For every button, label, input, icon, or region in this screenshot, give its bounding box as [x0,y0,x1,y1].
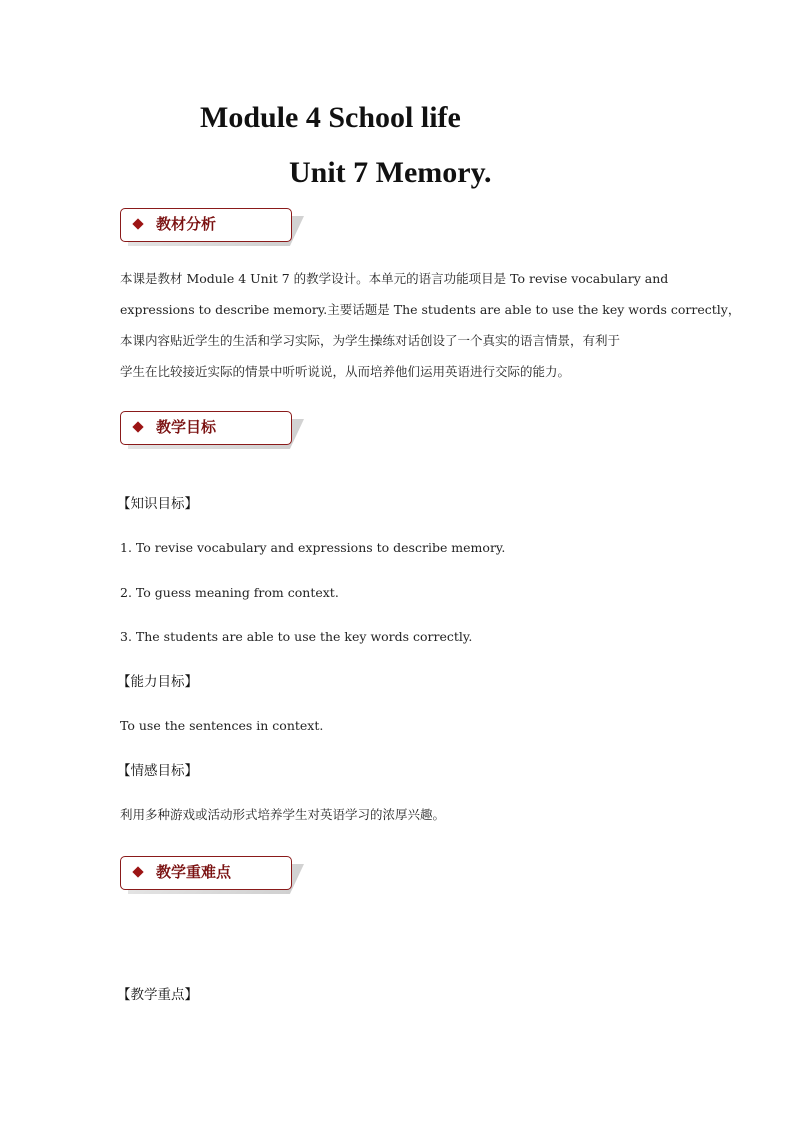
teaching-focus-heading: 【教学重点】 [117,987,198,1003]
section-label: 教学重难点 [156,863,232,881]
title-unit: Unit 7 Memory. [289,156,492,189]
paragraph-line: 本课内容贴近学生的生活和学习实际，为学生操练对话创设了一个真实的语言情景，有利于 [120,333,621,348]
knowledge-heading: 【知识目标】 [117,496,198,512]
section-header-analysis [120,208,294,244]
paragraph-line: 本课是教材 Module 4 Unit 7 的教学设计。本单元的语言功能项目是 To revise vocabulary and [120,271,669,286]
ability-text: To use the sentences in context. [120,718,324,733]
analysis-paragraph [120,263,741,387]
knowledge-item: 3. The students are able to use the key words correctly. [120,629,473,644]
knowledge-item: 1. To revise vocabulary and expressions to describe memory. [120,540,506,555]
emotion-heading: 【情感目标】 [117,763,198,779]
section-header-key-points [120,856,294,892]
title-module: Module 4 School life [200,101,461,134]
paragraph-line: 学生在比较接近实际的情景中听听说说，从而培养他们运用英语进行交际的能力。 [120,364,571,379]
section-label: 教学目标 [156,418,217,436]
section-label: 教材分析 [156,215,217,233]
knowledge-item: 2. To guess meaning from context. [120,585,339,600]
section-header-objectives [120,411,294,447]
emotion-text: 利用多种游戏或活动形式培养学生对英语学习的浓厚兴趣。 [120,807,446,822]
ability-heading: 【能力目标】 [117,674,198,690]
paragraph-line: expressions to describe memory.主要话题是 The students are able to use the key words correctly， [120,302,741,317]
